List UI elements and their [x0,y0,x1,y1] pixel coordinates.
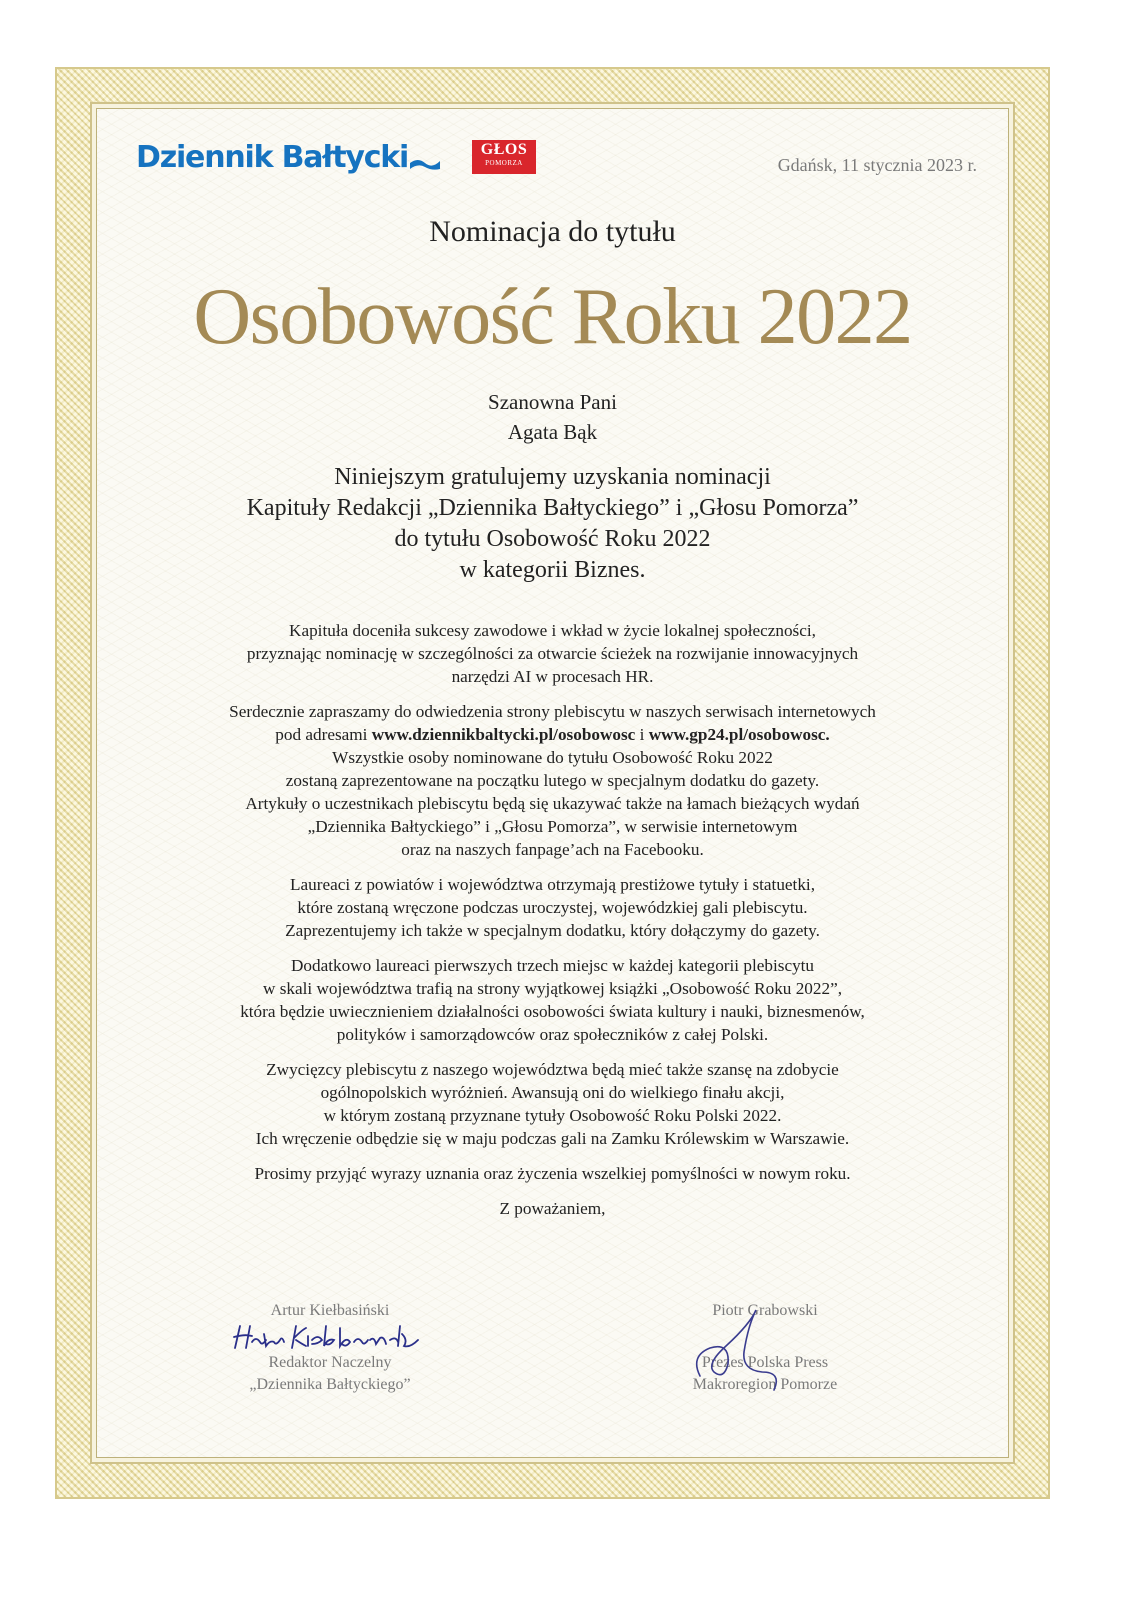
text-line-links [100,723,1005,746]
text-line: które zostaną wręczone podczas uroczystej, wojewódzkiej gali plebiscytu. [297,898,808,917]
link-gp24[interactable]: www.gp24.pl/osobowosc. [648,725,830,744]
signatory-role: Redaktor Naczelny [268,1354,392,1371]
recipient-name: Agata Bąk [507,420,598,444]
text-line: Prosimy przyjąć wyrazy uznania oraz życzenia wszelkiej pomyślności w nowym roku. [254,1164,851,1183]
paragraph-book [100,954,1005,1046]
paragraph-finals [100,1058,1005,1150]
dziennik-baltycki-logo [136,140,440,175]
text-line: w skali województwa trafią na strony wyjątkowej książki „Osobowość Roku 2022”, [263,979,842,998]
salutation: Szanowna Pani [488,390,617,414]
logo-text: Dziennik Bałtycki [136,140,409,175]
handwritten-signature-icon [670,1306,800,1392]
title-subtitle: Nominacja do tytułu [429,215,676,248]
text-line: Artykuły o uczestnikach plebiscytu będą się ukazywać także na łamach bieżących wydań [245,794,860,813]
text-line: Z poważaniem, [499,1199,606,1218]
wave-icon [410,155,440,171]
handwritten-signature-icon [230,1322,430,1352]
signatory-organization: Makroregion Pomorze [692,1376,838,1393]
text-line: ogólnopolskich wyróżnień. Awansują oni do wielkiego finału akcji, [320,1083,785,1102]
text-line: Ich wręczenie odbędzie się w maju podczas gali na Zamku Królewskim w Warszawie. [255,1129,850,1148]
text-fragment: pod adresami [275,725,372,744]
signatory-role: Prezes Polska Press [701,1354,829,1371]
glos-pomorza-logo [472,140,536,174]
paragraph-laureates [100,873,1005,942]
nomination-line: do tytułu Osobowość Roku 2022 [394,526,711,552]
signature-block-editor [200,1300,460,1396]
signature-block-president [655,1300,875,1396]
letter-body [100,619,1005,1232]
text-line: „Dziennika Bałtyckiego” i „Głosu Pomorza”, w serwisie internetowym [307,817,798,836]
paragraph-websites [100,700,1005,861]
text-line: Zwycięzcy plebiscytu z naszego województwa będą mieć także szansę na zdobycie [266,1060,839,1079]
document-date: Gdańsk, 11 stycznia 2023 r. [777,155,977,175]
title-main: Osobowość Roku 2022 [193,273,912,361]
text-line: narzędzi AI w procesach HR. [451,667,654,686]
text-fragment: i [635,725,649,744]
text-line: Wszystkie osoby nominowane do tytułu Osobowość Roku 2022 [332,748,773,767]
logo-glos-bottom: POMORZA [485,159,523,167]
text-line: Kapituła doceniła sukcesy zawodowe i wkład w życie lokalnej społeczności, [289,621,816,640]
link-dziennikbaltycki[interactable]: www.dziennikbaltycki.pl/osobowosc [371,725,636,744]
signatory-name: Artur Kiełbasiński [270,1302,390,1319]
nomination-line: Niniejszym gratulujemy uzyskania nominacji [334,464,771,490]
text-line: w którym zostaną przyznane tytuły Osobowość Roku Polski 2022. [323,1106,782,1125]
text-line: Serdecznie zapraszamy do odwiedzenia strony plebiscytu w naszych serwisach internetowych [229,702,876,721]
text-line: Laureaci z powiatów i województwa otrzymają prestiżowe tytuły i statuetki, [290,875,815,894]
text-line: zostaną zaprezentowane na początku lutego w specjalnym dodatku do gazety. [285,771,820,790]
closing [100,1197,1005,1220]
signatory-organization: „Dziennika Bałtyckiego” [249,1376,411,1393]
nomination-line: Kapituły Redakcji „Dziennika Bałtyckiego” i „Głosu Pomorza” [246,495,859,521]
nomination-line: w kategorii Biznes. [459,557,646,583]
certificate-content [100,112,1005,1454]
signatory-name: Piotr Grabowski [712,1302,818,1319]
text-line: Dodatkowo laureaci pierwszych trzech miejsc w każdej kategorii plebiscytu [290,956,815,975]
text-line: która będzie uwiecznieniem działalności osobowości świata kultury i nauki, biznesmenów, [240,1002,865,1021]
text-line: Zaprezentujemy ich także w specjalnym dodatku, który dołączymy do gazety. [285,921,820,940]
logo-glos-top: GŁOS [480,141,528,158]
paragraph-recognition [100,619,1005,688]
text-line: przyznając nominację w szczególności za otwarcie ścieżek na rozwijanie innowacyjnych [246,644,859,663]
text-line: polityków i samorządowców oraz społeczników z całej Polski. [336,1025,769,1044]
text-line: oraz na naszych fanpage’ach na Facebooku. [401,840,704,859]
paragraph-wishes [100,1162,1005,1185]
greeting [100,387,1005,447]
nomination-statement [100,462,1005,586]
